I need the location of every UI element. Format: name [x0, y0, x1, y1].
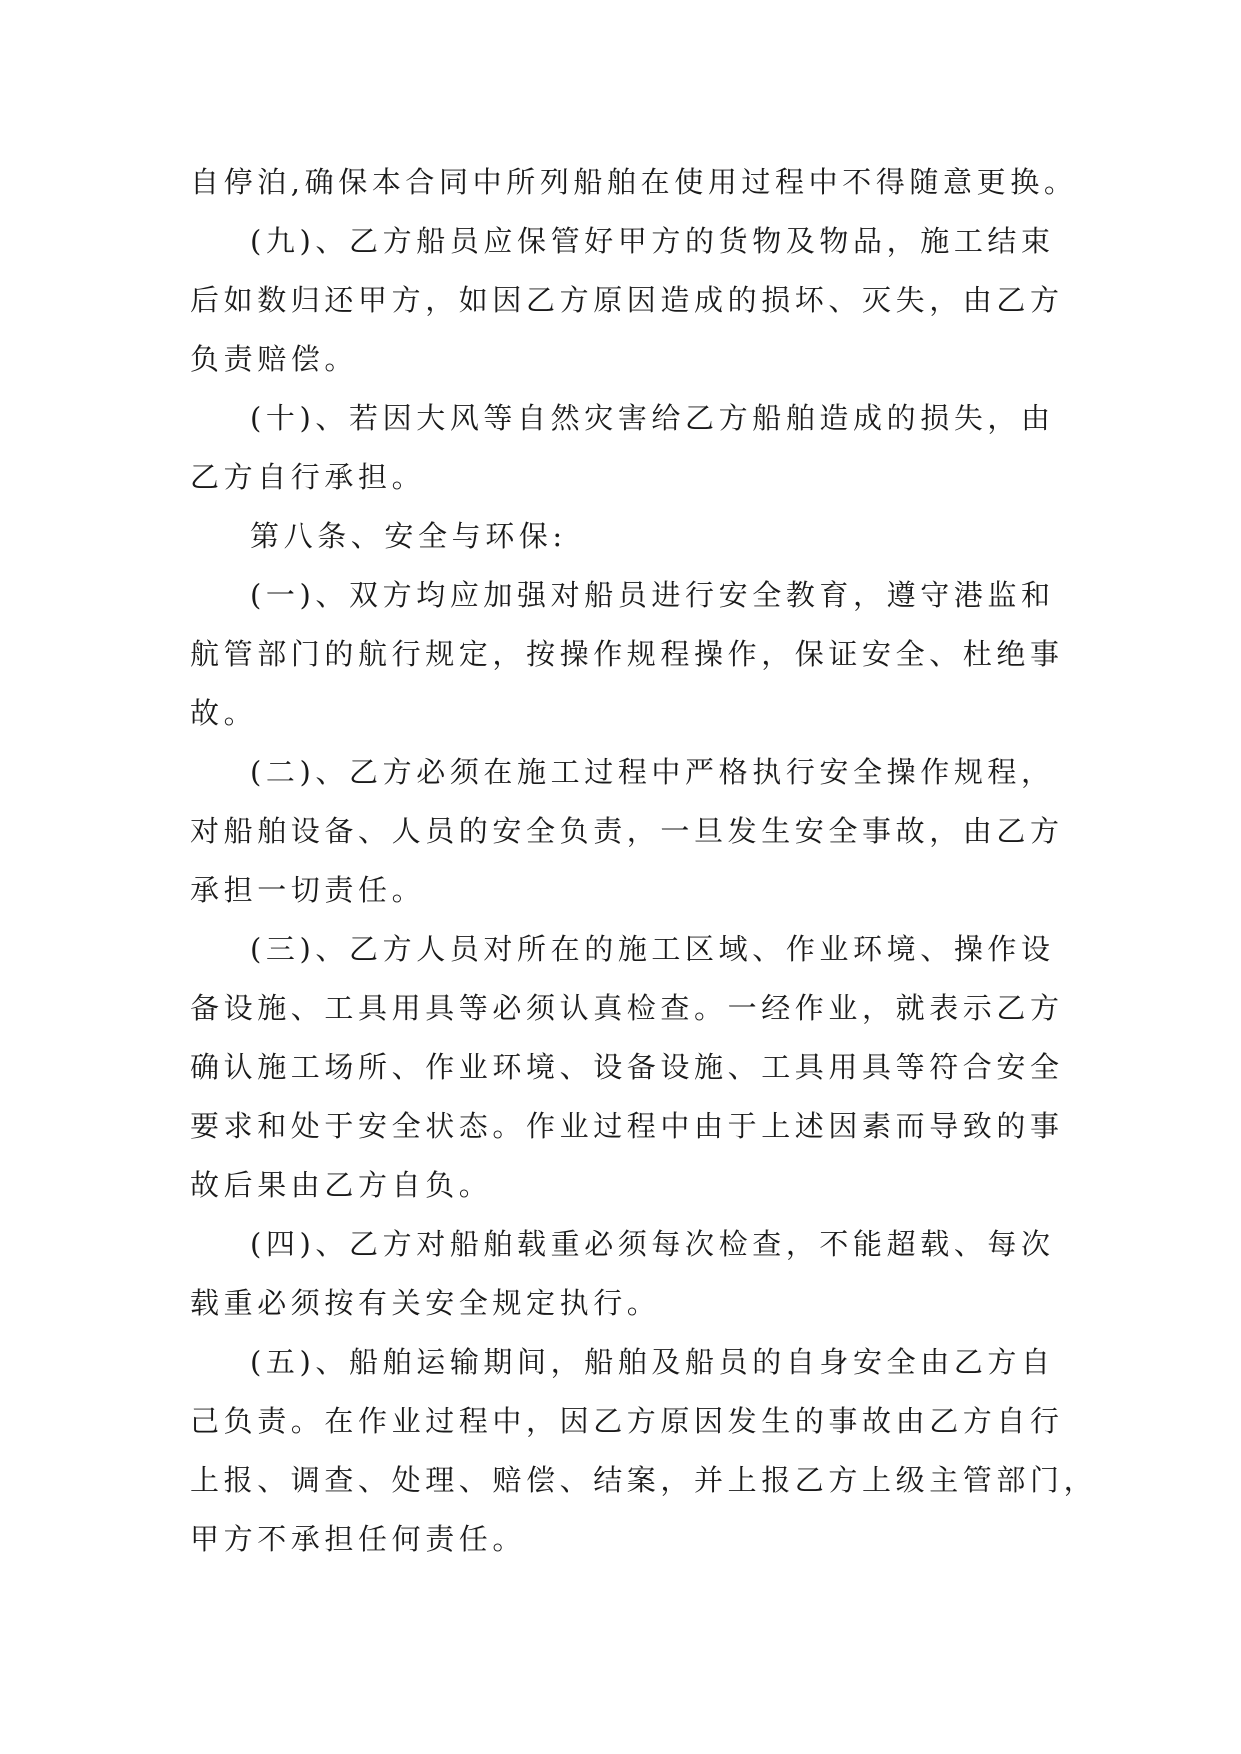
document-body — [190, 153, 1098, 1569]
text-line: 载重必须按有关安全规定执行。 — [190, 1286, 661, 1320]
text-line: (三)、乙方人员对所在的施工区域、作业环境、操作设 — [250, 932, 1055, 966]
text-line: 航管部门的航行规定，按操作规程操作，保证安全、杜绝事 — [190, 637, 1064, 671]
text-line: 故。 — [190, 696, 258, 730]
text-line: 要求和处于安全状态。作业过程中由于上述因素而导致的事 — [190, 1109, 1064, 1143]
text-line: (九)、乙方船员应保管好甲方的货物及物品，施工结束 — [250, 224, 1055, 258]
text-line: 负责赔偿。 — [190, 342, 359, 376]
text-line: 备设施、工具用具等必须认真检查。一经作业，就表示乙方 — [190, 991, 1064, 1025]
text-line: 承担一切责任。 — [190, 873, 426, 907]
text-line: 上报、调查、处理、赔偿、结案，并上报乙方上级主管部门， — [190, 1463, 1098, 1497]
text-line: (一)、双方均应加强对船员进行安全教育，遵守港监和 — [250, 578, 1055, 612]
text-line: (四)、乙方对船舶载重必须每次检查，不能超载、每次 — [250, 1227, 1055, 1261]
text-line: 后如数归还甲方，如因乙方原因造成的损坏、灭失，由乙方 — [190, 283, 1064, 317]
text-line: 乙方自行承担。 — [190, 460, 426, 494]
text-line: 确认施工场所、作业环境、设备设施、工具用具等符合安全 — [190, 1050, 1064, 1084]
text-line: (十)、若因大风等自然灾害给乙方船舶造成的损失，由 — [250, 401, 1055, 435]
text-line: 甲方不承担任何责任。 — [190, 1522, 527, 1556]
text-line: 故后果由乙方自负。 — [190, 1168, 493, 1202]
text-line: 己负责。在作业过程中，因乙方原因发生的事故由乙方自行 — [190, 1404, 1064, 1438]
text-line: 对船舶设备、人员的安全负责，一旦发生安全事故，由乙方 — [190, 814, 1064, 848]
text-line: (五)、船舶运输期间，船舶及船员的自身安全由乙方自 — [250, 1345, 1055, 1379]
text-line: 自停泊,确保本合同中所列船舶在使用过程中不得随意更换。 — [190, 165, 1078, 199]
text-line: 第八条、安全与环保: — [250, 519, 567, 553]
text-line: (二)、乙方必须在施工过程中严格执行安全操作规程， — [250, 755, 1055, 789]
